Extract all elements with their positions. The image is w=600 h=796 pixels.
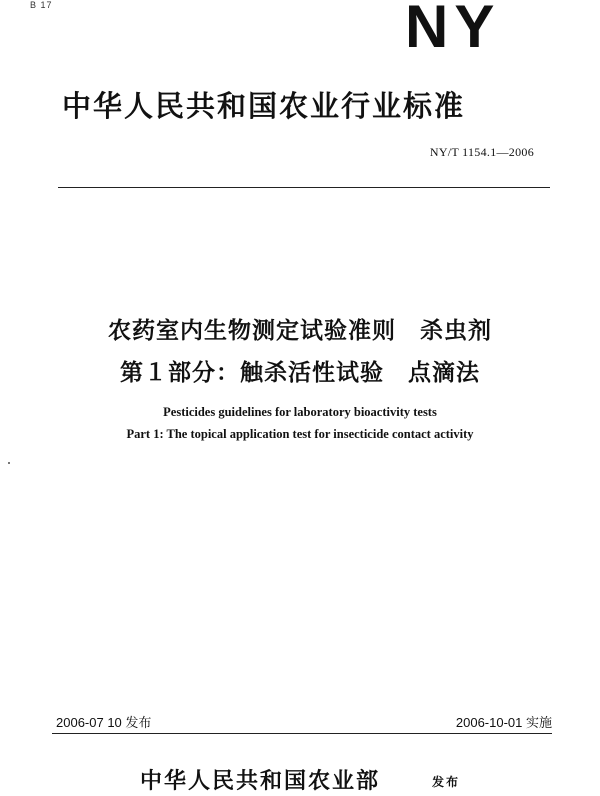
issuing-body-title: 中华人民共和国农业行业标准 [62, 89, 466, 123]
implementation-date: 2006-10-01 实施 [455, 715, 552, 730]
chinese-title-line-2: 第１部分：触杀活性试验 点滴法 [120, 360, 480, 386]
issue-date: 2006-07 10 发布 [56, 715, 152, 730]
publish-label: 发布 [432, 775, 461, 789]
footer-divider [52, 733, 552, 734]
publisher-name: 中华人民共和国农业部 [140, 769, 381, 794]
header-divider [58, 187, 550, 188]
english-title-line-1: Pesticides guidelines for laboratory bioactivity tests [163, 405, 437, 419]
standard-number: NY/T 1154.1—2006 [429, 145, 534, 159]
ny-logo: NY [405, 0, 501, 60]
english-title-line-2: Part 1: The topical application test for insecticide contact activity [126, 427, 474, 441]
chinese-title-line-1: 农药室内生物测定试验准则 杀虫剂 [108, 318, 492, 344]
scan-speck [8, 462, 10, 464]
classification-code: B 17 [30, 0, 53, 10]
